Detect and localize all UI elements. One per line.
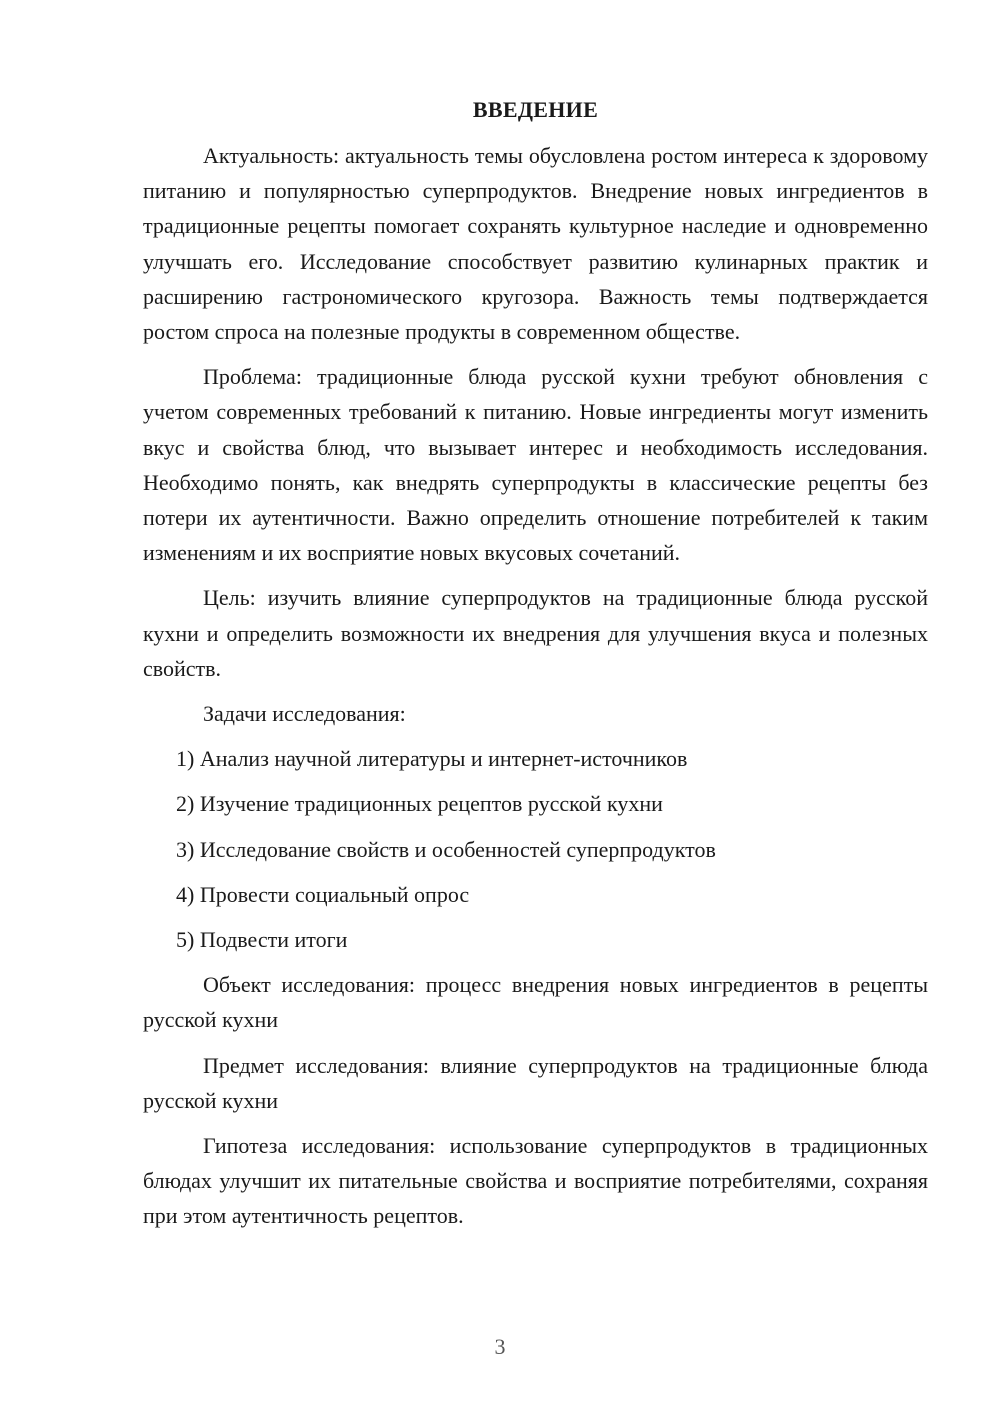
relevance-text: актуальность темы обусловлена ростом интереса к здоровому питанию и популярностью суперпродуктов. Внедрение новых ингредиентов в традиционные рецепты помогает сохранять культурное наследие и одновременно улучшать его. Исследование способствует развитию кулинарных практик и расширению гастрономического кругозора. Важность темы подтверждается ростом спроса на полезные продукты в современном обществе. [143, 143, 928, 345]
subject-text: влияние суперпродуктов на традиционные блюда русской кухни [143, 1052, 929, 1113]
object-text: процесс внедрения новых ингредиентов в рецепты русской кухни [143, 972, 929, 1033]
goal-paragraph [143, 580, 928, 686]
page-title: ВВЕДЕНИЕ [472, 97, 599, 122]
relevance-paragraph [143, 138, 928, 349]
tasks-list [143, 741, 928, 957]
page-number: 3 [494, 1334, 506, 1359]
tasks-heading: Задачи исследования: [203, 701, 406, 727]
problem-label: Проблема: [203, 364, 302, 390]
goal-text: изучить влияние суперпродуктов на традиционные блюда русской кухни и определить возможности их внедрения для улучшения вкуса и полезных свойств. [143, 585, 929, 681]
hypothesis-paragraph [143, 1128, 928, 1234]
object-paragraph [143, 967, 928, 1037]
task-item-4: 4) Провести социальный опрос [176, 881, 470, 907]
page-content [143, 94, 928, 1244]
problem-text: традиционные блюда русской кухни требуют обновления с учетом современных требований к питанию. Новые ингредиенты могут изменить вкус и свойства блюд, что вызывает интерес и необходимость исследования. Необходимо понять, как внедрять суперпродукты в классические рецепты без потери их аутентичности. Важно определить отношение потребителей к таким изменениям и их восприятие новых вкусовых сочетаний. [143, 364, 928, 566]
goal-label: Цель: [203, 585, 256, 611]
subject-label: Предмет исследования: [203, 1052, 429, 1078]
subject-paragraph [143, 1048, 928, 1118]
task-item-3: 3) Исследование свойств и особенностей суперпродуктов [176, 836, 716, 862]
hypothesis-label: Гипотеза исследования: [203, 1133, 436, 1159]
task-item-2: 2) Изучение традиционных рецептов русской кухни [176, 791, 663, 817]
task-item-5: 5) Подвести итоги [176, 927, 348, 953]
problem-paragraph [143, 359, 928, 570]
hypothesis-text: использование суперпродуктов в традиционных блюдах улучшит их питательные свойства и восприятие потребителями, сохраняя при этом аутентичность рецептов. [143, 1133, 929, 1229]
object-label: Объект исследования: [203, 972, 415, 998]
task-item-1: 1) Анализ научной литературы и интернет-источников [176, 746, 688, 772]
relevance-label: Актуальность: [203, 143, 340, 168]
